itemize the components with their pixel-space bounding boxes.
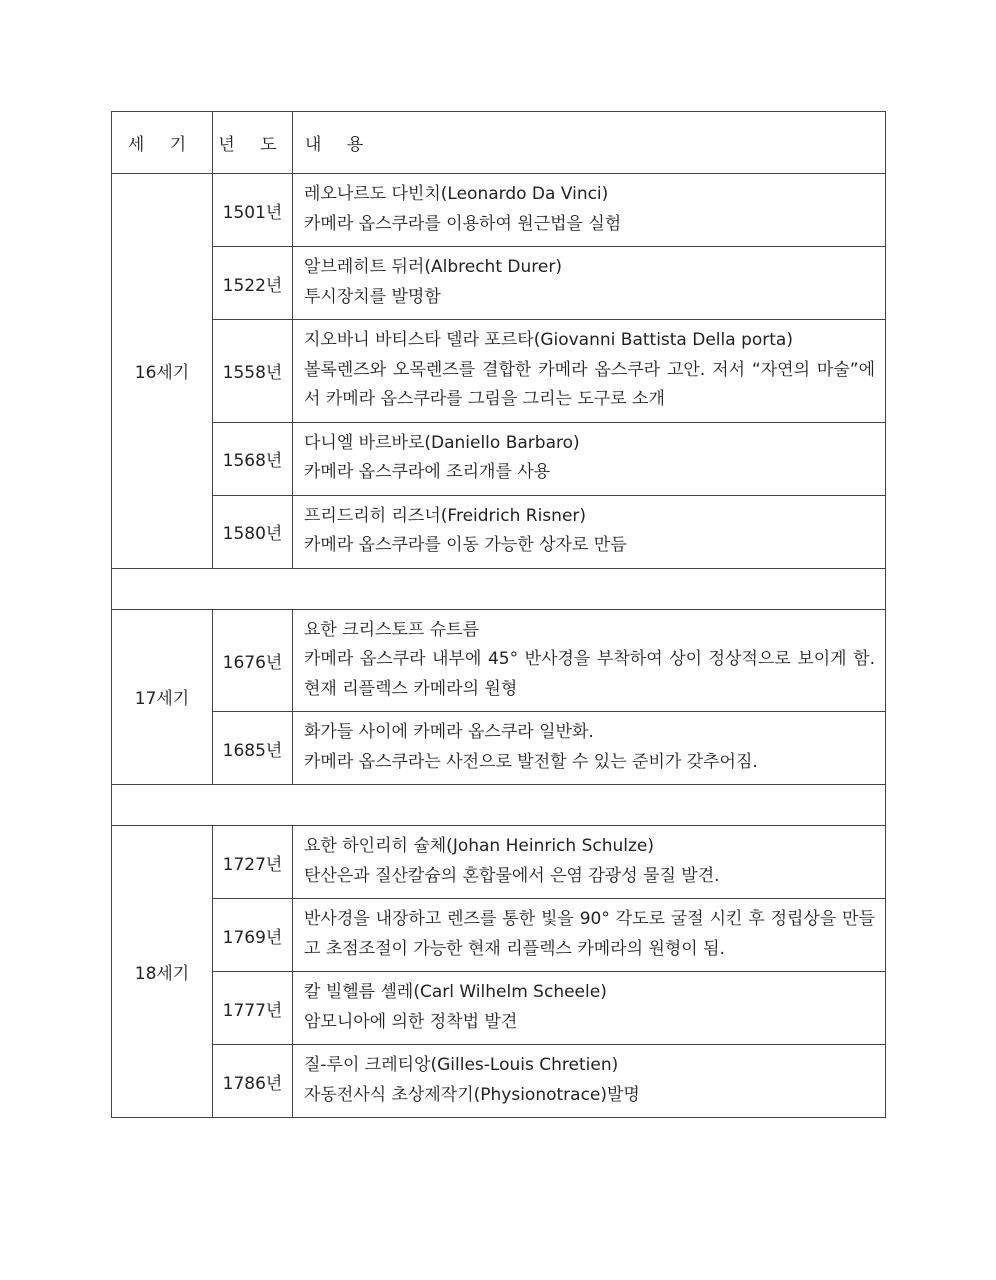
year-cell: 1580년 xyxy=(213,495,293,568)
content-cell xyxy=(293,972,886,1045)
table-row xyxy=(112,422,886,495)
table-row xyxy=(112,1045,886,1118)
spacer-row xyxy=(112,568,886,609)
content-line: 지오바니 바티스타 델라 포르타(Giovanni Battista Della porta) xyxy=(304,330,793,350)
table-row xyxy=(112,320,886,423)
content-line: 카메라 옵스쿠라 내부에 45° 반사경을 부착하여 상이 정상적으로 보이게 함. 현재 리플렉스 카메라의 원형 xyxy=(304,649,875,699)
content-line: 질-루이 크레티앙(Gilles-Louis Chretien) xyxy=(304,1055,619,1075)
content-line: 암모니아에 의한 정착법 발견 xyxy=(304,1011,518,1032)
century-cell: 18세기 xyxy=(112,826,213,1118)
table-row xyxy=(112,826,886,899)
content-cell xyxy=(293,609,886,712)
content-cell xyxy=(293,174,886,247)
content-line: 요한 크리스토프 슈트름 xyxy=(304,619,480,640)
header-row xyxy=(112,112,886,174)
spacer-cell xyxy=(112,785,886,826)
table-row xyxy=(112,495,886,568)
history-table xyxy=(111,111,886,1118)
content-cell xyxy=(293,422,886,495)
content-line: 카메라 옵스쿠라에 조리개를 사용 xyxy=(304,462,551,482)
spacer-row xyxy=(112,785,886,826)
century-cell: 16세기 xyxy=(112,174,213,569)
header-century: 세 기 xyxy=(112,112,213,174)
table-row xyxy=(112,712,886,785)
header-year: 년 도 xyxy=(213,112,293,174)
content-cell xyxy=(293,712,886,785)
year-cell: 1522년 xyxy=(213,247,293,320)
content-line: 칼 빌헬름 셸레(Carl Wilhelm Scheele) xyxy=(304,982,607,1002)
content-line: 볼록렌즈와 오목렌즈를 결합한 카메라 옵스쿠라 고안. 저서 “자연의 마술”에서 카메라 옵스쿠라를 그림을 그리는 도구로 소개 xyxy=(304,359,875,409)
year-cell: 1786년 xyxy=(213,1045,293,1118)
year-cell: 1777년 xyxy=(213,972,293,1045)
header-content: 내 용 xyxy=(293,112,886,174)
table-row xyxy=(112,972,886,1045)
content-line: 카메라 옵스쿠라를 이동 가능한 상자로 만듬 xyxy=(304,535,627,555)
content-line: 카메라 옵스쿠라는 사전으로 발전할 수 있는 준비가 갖추어짐. xyxy=(304,751,758,772)
content-line: 화가들 사이에 카메라 옵스쿠라 일반화. xyxy=(304,722,594,742)
year-cell: 1568년 xyxy=(213,422,293,495)
content-line: 요한 하인리히 슐체(Johan Heinrich Schulze) xyxy=(304,836,655,856)
content-cell xyxy=(293,826,886,899)
content-line: 자동전사식 초상제작기(Physionotrace)발명 xyxy=(304,1084,640,1105)
year-cell: 1501년 xyxy=(213,174,293,247)
content-cell xyxy=(293,495,886,568)
year-cell: 1685년 xyxy=(213,712,293,785)
year-cell: 1558년 xyxy=(213,320,293,423)
content-line: 투시장치를 발명함 xyxy=(304,286,441,307)
content-line: 탄산은과 질산칼슘의 혼합물에서 은염 감광성 물질 발견. xyxy=(304,865,720,886)
content-cell xyxy=(293,899,886,972)
table-row xyxy=(112,609,886,712)
content-line: 레오나르도 다빈치(Leonardo Da Vinci) xyxy=(304,184,609,204)
content-cell xyxy=(293,247,886,320)
table-row xyxy=(112,174,886,247)
century-cell: 17세기 xyxy=(112,609,213,785)
year-cell: 1676년 xyxy=(213,609,293,712)
content-line: 다니엘 바르바로(Daniello Barbaro) xyxy=(304,432,580,453)
year-cell: 1769년 xyxy=(213,899,293,972)
content-cell xyxy=(293,1045,886,1118)
content-line: 프리드리히 리즈너(Freidrich Risner) xyxy=(304,505,587,526)
spacer-cell xyxy=(112,568,886,609)
content-line: 카메라 옵스쿠라를 이용하여 원근법을 실험 xyxy=(304,213,622,234)
table-row xyxy=(112,247,886,320)
table-row xyxy=(112,899,886,972)
content-line: 반사경을 내장하고 렌즈를 통한 빛을 90° 각도로 굴절 시킨 후 정립상을 만들고 초점조절이 가능한 현재 리플렉스 카메라의 원형이 됨. xyxy=(304,909,875,959)
content-cell xyxy=(293,320,886,423)
year-cell: 1727년 xyxy=(213,826,293,899)
content-line: 알브레히트 뒤러(Albrecht Durer) xyxy=(304,257,562,277)
